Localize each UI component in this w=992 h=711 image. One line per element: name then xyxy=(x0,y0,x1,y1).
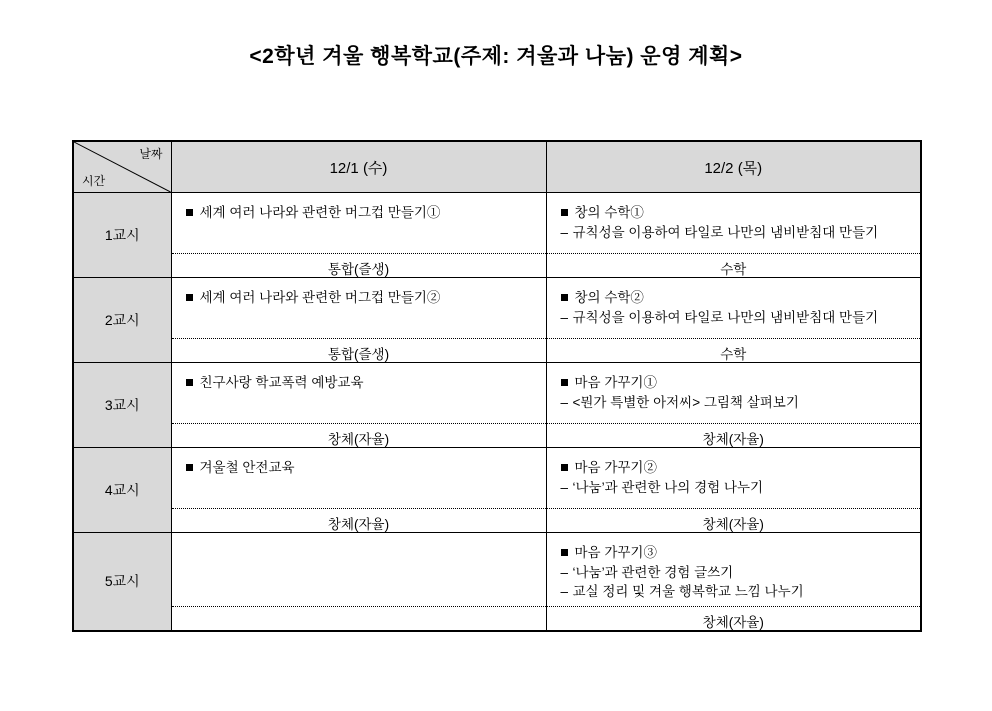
activity-detail-text: ‘나눔’과 관련한 경험 글쓰기 xyxy=(572,564,734,580)
period-label-3: 3교시 xyxy=(73,363,171,448)
dash-icon: – xyxy=(560,394,569,410)
subject-label: 창체(자율) xyxy=(172,508,546,532)
activity-text: 마음 가꾸기③ xyxy=(574,545,657,560)
cell-r4-c1 xyxy=(171,448,546,533)
dash-icon: – xyxy=(560,309,569,325)
subject-label: 창체(자율) xyxy=(547,508,921,532)
activity-text: 마음 가꾸기① xyxy=(574,375,657,390)
document-page xyxy=(0,40,992,711)
table-header xyxy=(73,141,921,193)
column-header-day-1: 12/1 (수) xyxy=(171,141,546,193)
subject-label: 창체(자율) xyxy=(547,423,921,447)
period-label-1: 1교시 xyxy=(73,193,171,278)
dash-icon: – xyxy=(560,564,569,580)
header-time-label: 시간 xyxy=(82,174,106,188)
plan-table-container xyxy=(72,140,920,632)
cell-r2-c2 xyxy=(546,278,921,363)
activity-text: 창의 수학② xyxy=(574,290,644,305)
period-label-5: 5교시 xyxy=(73,533,171,631)
page-title: <2학년 겨울 행복학교(주제: 겨울과 나눔) 운영 계획> xyxy=(249,45,743,68)
bullet-icon xyxy=(186,294,193,301)
corner-header-cell xyxy=(73,141,171,193)
bullet-icon xyxy=(561,464,568,471)
subject-label: 창체(자율) xyxy=(547,606,921,630)
cell-r1-c1 xyxy=(171,193,546,278)
table-body xyxy=(73,193,921,631)
subject-label xyxy=(172,606,546,630)
subject-label: 수학 xyxy=(547,338,921,362)
bullet-icon xyxy=(561,549,568,556)
bullet-icon xyxy=(186,464,193,471)
period-label-4: 4교시 xyxy=(73,448,171,533)
subject-label: 통합(즐생) xyxy=(172,338,546,362)
activity-text: 친구사랑 학교폭력 예방교육 xyxy=(199,375,364,390)
activity-detail-text: 규칙성을 이용하여 타일로 나만의 냄비받침대 만들기 xyxy=(572,309,879,325)
dash-icon: – xyxy=(560,224,569,240)
activity-detail-text: 규칙성을 이용하여 타일로 나만의 냄비받침대 만들기 xyxy=(572,224,879,240)
cell-r5-c2 xyxy=(546,533,921,631)
cell-r4-c2 xyxy=(546,448,921,533)
activity-text: 세계 여러 나라와 관련한 머그컵 만들기① xyxy=(199,205,441,220)
cell-r5-c1 xyxy=(171,533,546,631)
activity-detail-text: 교실 정리 및 겨울 행복학교 느낌 나누기 xyxy=(572,584,804,600)
subject-label: 창체(자율) xyxy=(172,423,546,447)
activity-detail-text: <뭔가 특별한 아저씨> 그림책 살펴보기 xyxy=(572,394,799,410)
table-row xyxy=(73,363,921,448)
header-date-label: 날짜 xyxy=(139,147,163,161)
activity-text: 마음 가꾸기② xyxy=(574,460,657,475)
cell-r3-c2 xyxy=(546,363,921,448)
dash-icon: – xyxy=(560,479,569,495)
table-row xyxy=(73,278,921,363)
cell-r1-c2 xyxy=(546,193,921,278)
bullet-icon xyxy=(186,379,193,386)
activity-text: 세계 여러 나라와 관련한 머그컵 만들기② xyxy=(199,290,441,305)
period-label-2: 2교시 xyxy=(73,278,171,363)
bullet-icon xyxy=(561,209,568,216)
bullet-icon xyxy=(186,209,193,216)
table-row xyxy=(73,193,921,278)
bullet-icon xyxy=(561,294,568,301)
cell-r3-c1 xyxy=(171,363,546,448)
activity-text: 겨울철 안전교육 xyxy=(199,460,295,475)
activity-text: 창의 수학① xyxy=(574,205,644,220)
table-row xyxy=(73,533,921,631)
plan-table xyxy=(72,140,922,632)
subject-label: 수학 xyxy=(547,253,921,277)
bullet-icon xyxy=(561,379,568,386)
activity-detail-text: ‘나눔’과 관련한 나의 경험 나누기 xyxy=(572,479,764,495)
subject-label: 통합(즐생) xyxy=(172,253,546,277)
dash-icon: – xyxy=(560,584,569,600)
table-row xyxy=(73,448,921,533)
column-header-day-2: 12/2 (목) xyxy=(546,141,921,193)
cell-r2-c1 xyxy=(171,278,546,363)
